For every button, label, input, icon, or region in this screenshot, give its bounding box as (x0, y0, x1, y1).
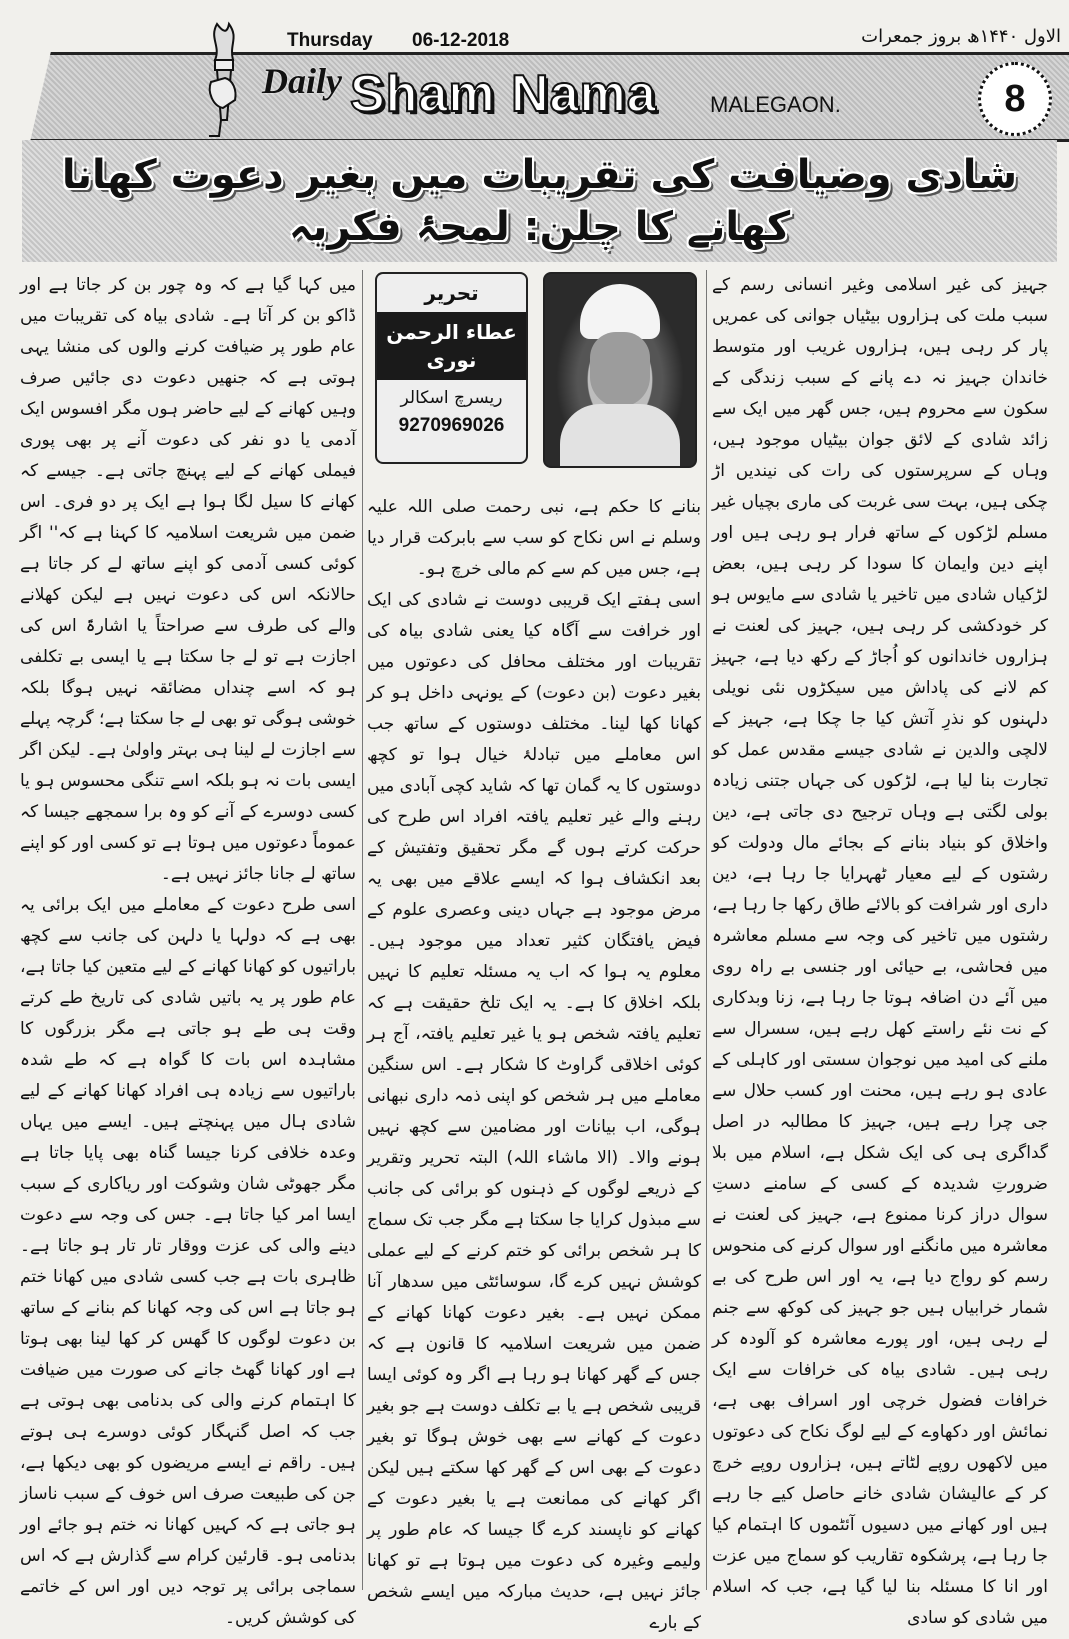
article-text-line: صراحتاً یا اشارۃً اس کی اجازت ہے تو لے جا سکتا ہے یا (20, 616, 356, 667)
article-text-line: ہیں۔ ایسے میں یہاں وعدہ خلافی کرنا جیسا گناہ بھی پایا جاتا (20, 1112, 356, 1163)
article-text-line: غریب اور متوسط خاندان جہیز نہ دے پانے کے سبب (712, 337, 1049, 388)
article-paragraph (367, 492, 701, 585)
article-text-line: نہیں ہے۔ بغیر دعوت کھانا کھانے کے ضمن میں (367, 1303, 701, 1354)
article-text-line: سرپرستوں کی رات کی نیندیں اڑ چکی ہیں، بہت سی (712, 461, 1048, 512)
article-text-line: کیا جاتا ہے۔ جس کی وجہ سے دعوت دینے والی کی عزت (20, 1205, 356, 1256)
article-text-line: آلودہ کر رہی ہیں۔ شادی بیاہ کی خرافات سے ایک خرافات (712, 1329, 1048, 1411)
article-text-line: دعوت کے بھی اس کے گھر کھا سکتے ہیں لیکن اگر کھانے کی (367, 1458, 702, 1509)
article-text-line: اہتمام کیا جا رہا ہے، پرشکوہ تقاریب کو سماج میں عزت اور (712, 1515, 1049, 1597)
author-name: عطاء الرحمن نوری (377, 312, 526, 380)
column-divider (362, 270, 363, 1590)
article-text-line: رواج دیا ہے، یہ اور اس طرح کی بے شمار خرابیاں ہیں جو (712, 1267, 1048, 1318)
article-text-line: اور جنسی بے راہ روی میں آئے دن اضافہ ہوتا جا رہا (712, 957, 1048, 1008)
gregorian-date: 06-12-2018 (412, 30, 510, 51)
author-byline-box (375, 272, 528, 464)
article-text-line: یا غیر تعلیم یافتہ، آج ہر کوئی اخلاقی گراوٹ کا شکار (367, 1024, 702, 1075)
article-text-line: والی کی بدنامی بھی ہوتی ہے جب کہ اصل گنہگار کوئی (20, 1391, 356, 1442)
article-text-line: کو سب سے بابرکت قرار دیا ہے، جس میں کم سے کم مالی (367, 528, 701, 579)
article-text-line: جہیز کی کوکھ سے جنم لے رہی ہیں، اور پورے معاشرہ کو (712, 1298, 1049, 1349)
article-text-line: جاتی ہے، دین واخلاق کو بنیاد بنانے کے بجائے مال (712, 802, 1048, 853)
article-text-line: ہزاروں بیٹیاں جوانی کی عمریں پار کر رہی ہیں، ہزاروں (712, 306, 1049, 357)
article-paragraph (367, 585, 701, 1639)
article-text-line: ممانعت ہے یا بغیر دعوت کے کھانے کو ناپسند کرے گا (367, 1489, 701, 1540)
article-text-line: ہے اگر وہ کوئی ایسا قریبی شخص ہے یا بے تکلف دوست (367, 1365, 701, 1416)
article-text-line: محافل کی دعوتوں میں بغیر دعوت (بن دعوت) کے یونہی (367, 652, 702, 703)
article-text-line: کے لیے متعین کیا جاتا ہے، عام طور پر یہ باتیں شادی کی (20, 957, 357, 1008)
article-text-line: لینا ہی بہتر واولیٰ ہے۔ لیکن اگر ایسی بات نہ ہو بلکہ اسے (20, 740, 357, 791)
article-text-line: ایک شکل ہے، اسلام میں بلا ضرورتِ شدیدہ کے کسی کے (712, 1143, 1048, 1194)
masthead-title: Sham Nama (350, 65, 657, 123)
article-text-line: لیے پہنچ جاتی ہے۔ جیسے کہ کھانے کا سیل لگا ہوا ہے ایک (20, 461, 356, 512)
article-text-line: شاید کچی آبادی میں رہنے والے غیر تعلیم یافتہ افراد اس (367, 776, 701, 827)
article-text-line: انا کا مسئلہ بنا لیا گیا ہے، جب کہ اسلام میں شادی کو سادی (712, 1577, 1048, 1628)
masthead-daily: Daily (262, 61, 342, 101)
article-text-line: ہو جاتی ہے کہ کہیں کھانا نہ ختم ہو جائے اور بدنامی (20, 1515, 356, 1566)
article-text-line: اسی طرح دعوت کے معاملے میں ایک برائی یہ بھی ہے کہ (20, 895, 356, 946)
article-text-line: میں کھانا ختم ہو جاتا ہے اس کی وجہ کھانا کم بنانے کے (20, 1267, 357, 1318)
article-text-line: شریعت اسلامیہ کا قانون ہے کہ جس کے گھر کھانا ہو رہا (367, 1334, 701, 1385)
article-text-line: معاملے میں تبادلۂ خیال ہوا تو کچھ دوستوں کا یہ گمان تھا کہ (367, 745, 702, 796)
article-text-line: تنگی محسوس ہو یا کسی دوسرے کے آنے کو وہ برا سمجھے جیسا (20, 771, 357, 822)
article-text-line: ہیں اور اپنے دین وایمان کا سودا کر رہی ہیں، بعض (712, 523, 1048, 574)
article-text-line: داری اور شرافت کو بالائے طاق رکھا جا رہا ہے، رشتوں (712, 895, 1048, 946)
hijri-date: الاول ۱۴۴۰ھ بروز جمعرات (861, 26, 1061, 47)
article-text-line: کے ذہنوں کو برائی کی جانب سے مبذول کرایا جا سکتا ہے مگر (367, 1179, 701, 1230)
weekday: Thursday (287, 30, 373, 51)
article-text-line: کھانا گھٹ جانے کی صورت میں ضیافت کا اہتمام کرنے (20, 1360, 357, 1411)
article-text-line: جانا جائز نہیں ہے۔ (160, 864, 296, 884)
masthead-city: MALEGAON. (710, 92, 841, 117)
article-text-line: ہے جو بغیر دعوت کے کھانے سے بھی خوش ہوگا تو بغیر (367, 1396, 701, 1447)
article-text-line: اسی ہفتے ایک قریبی دوست نے شادی کی ایک اور (367, 590, 702, 641)
article-text-line: والدین نے شادی جیسے مقدس عمل کو تجارت بنا لیا ہے، (712, 740, 1049, 791)
article-text-line: بنانے کا حکم ہے، نبی رحمت صلی اللہ علیہ وسلم نے اس نکاح (367, 497, 701, 548)
article-text-line: تاریخ طے کرتے وقت ہی طے ہو جاتی ہے مگر بزرگوں کا (20, 988, 356, 1039)
column-divider (706, 270, 707, 1590)
article-text-line: میں کہا گیا ہے کہ وہ چور بن کر جاتا ہے اور ڈاکو بن کر آتا (20, 275, 356, 326)
author-phone: 9270969026 (398, 415, 505, 436)
article-text-line: سامنے دستِ سوال دراز کرنا ممنوع ہے، جہیز کی لعنت (712, 1174, 1048, 1225)
article-text-line: ہے، زنا وبدکاری کے نت نئے راستے کھل رہے ہیں، (712, 988, 1048, 1039)
article-text-line: طرح کی حرکت کرتے ہوں گے مگر تحقیق وتفتیش کے بعد (367, 807, 701, 889)
article-text-line: ووقار تار تار ہو جاتا ہے۔ ظاہری بات ہے جب کسی شادی (20, 1236, 356, 1287)
article-text-line: نبھانی ہوگی، اب بیانات اور مضامین سے کچھ نہیں ہونے (367, 1086, 701, 1168)
article-text-line: موجود ہیں۔ معلوم یہ ہوا کہ اب یہ مسئلہ تعلیم کا نہیں بلکہ (367, 931, 701, 1013)
article-text-line: ہے مگر جھوٹی شان وشوکت اور ریاکاری کے سبب ایسا امر (20, 1143, 356, 1225)
article-text-line: کوشش نہیں کرے گا، سوسائٹی میں سدھار آنا ممکن (367, 1272, 702, 1323)
article-text-line: ایسی بے تکلفی ہو کہ اسے چنداں مضائقہ نہیں ہوگا بلکہ خوشی (20, 647, 357, 729)
article-text-line: جیسا کہ عام طور پر ولیمے وغیرہ کی دعوت میں ہوتا ہے تو کھانا (367, 1520, 701, 1571)
article-text-line: کے رکھ دیا ہے، جہیز کم لانے کی پاداش میں سیکڑوں نئی (712, 647, 1049, 698)
article-text-line: صرف وہیں کھانے کے لیے حاضر ہوں مگر افسوس ایک (20, 368, 356, 419)
article-text-line: حاصل کیے جا رہے ہیں اور کھانے میں دسیوں آئٹموں کا (712, 1484, 1049, 1535)
article-text-line: انکشاف ہوا کہ ایسے علاقے میں بھی یہ مرض موجود ہے (367, 869, 701, 920)
article-text-line: کی دعوت نہیں ہے لیکن کھلانے والے کی طرف سے (20, 585, 356, 636)
article-column-middle (367, 492, 701, 1639)
article-text-line: پر دو فری۔ اس ضمن میں شریعت اسلامیہ کا کہنا ہے کہ'' (20, 492, 357, 543)
article-text-line: زائد شادی کے لائق جوان بیٹیاں موجود ہیں، وہاں کے (712, 430, 1048, 481)
article-text-line: کر رہی ہیں، جہیز کی لعنت نے ہزاروں خاندانوں کو اُجاڑ (712, 616, 1048, 667)
article-text-line: ہیں، ہزاروں روپے خرچ کر کے عالیشان شادی خانے (712, 1453, 1048, 1504)
article-text-line: لڑکوں کی جہاں جتنی زیادہ بولی لگتی ہے وہاں ترجیح دی (712, 771, 1048, 822)
article-text-line: خرچ ہو۔ (416, 559, 482, 579)
torch-logo-icon (203, 20, 247, 140)
article-text-line: ہوگی تو بھی لے جا سکتا ہے؛ گرچہ پہلے سے اجازت لے (20, 709, 356, 760)
article-text-line: فضول خرچی اور اسراف بھی ہے، نمائش اور دکھاوے (712, 1391, 1048, 1442)
article-text-line: نے معاشرہ میں مانگنے اور سوال کرنے کی منحوس رسم کو (712, 1205, 1049, 1287)
article-text-line: کے لیے لوگ نکاح کی دعوتوں میں لاکھوں روپے لٹاتے (712, 1422, 1049, 1473)
photo-face (590, 332, 650, 407)
page-number-badge: 8 (978, 62, 1052, 136)
article-text-line: ساتھ بن دعوت لوگوں کا گھس کر کھا لینا بھی ہوتا ہے اور (20, 1298, 356, 1380)
article-text-line: زندگی کے سکون سے محروم ہیں، جس گھر میں ایک سے (712, 368, 1048, 419)
byline-label: تحریر (424, 281, 479, 305)
article-text-line: خرافت سے آگاہ کیا یعنی شادی بیاہ کی تقریبات اور مختلف (367, 621, 702, 672)
article-headline: شادی وضیافت کی تقریبات میں بغیر دعوت کھانا کھانے کا چلن: لمحۂ فکریہ (61, 152, 1018, 250)
article-text-line: دیکھا ہے، جن کی طبیعت صرف اس خوف کے سبب ناساز (20, 1453, 356, 1504)
photo-turban (580, 284, 660, 339)
article-text-line: والا۔ (الا ماشاء اللہ) البتہ تحریر وتقریر کے ذریعے لوگوں (367, 1148, 701, 1199)
article-text-line: جب تک سماج کا ہر شخص برائی کو ختم کرنے کے لیے عملی (367, 1210, 701, 1261)
article-text-line: ہے۔ اس سنگین معاملے میں ہر شخص کو اپنی ذمہ داری (367, 1055, 702, 1106)
article-text-line: مشاہدہ اس بات کا گواہ ہے کہ طے شدہ باراتیوں سے زیادہ (20, 1050, 356, 1101)
date-line (0, 26, 1069, 52)
article-paragraph (20, 270, 356, 890)
article-text-line: جی چرا رہے ہیں، جہیز کا مطالبہ در اصل گداگری ہی کی (712, 1112, 1049, 1163)
author-photo (543, 272, 697, 468)
article-text-line: کاہلی کے عادی ہو رہے ہیں، محنت اور کسب حلال سے (712, 1050, 1048, 1101)
article-text-line: کہ عموماً دعوتوں میں ہوتا ہے تو کسی اور کو اپنے ساتھ لے (20, 802, 356, 884)
article-text-line: ہی افراد کھانا کھانے کے لیے شادی ہال میں پہنچتے (20, 1081, 357, 1132)
article-paragraph (712, 270, 1048, 1634)
article-text-line: اگر کوئی کسی آدمی کو اپنے ساتھ لے کر جاتا ہے حالانکہ اس (20, 523, 356, 605)
article-text-line: ہو۔ قارئین کرام سے گذارش ہے کہ اس سماجی برائی پر (20, 1546, 356, 1597)
article-text-line: ہے۔ شادی بیاہ کی تقریبات میں عام طور پر ضیافت کرنے (20, 306, 357, 357)
article-column-left (20, 270, 356, 1634)
article-paragraph (20, 890, 356, 1634)
article-text-line: آدمی یا دو نفر کی دعوت آنے پر بھی پوری فیملی کھانے کے (20, 430, 357, 481)
article-text-line: جہاں دینی وعصری علوم کے فیض یافتگان کثیر تعداد میں (367, 900, 701, 951)
article-text-line: غربت کی ماری بچیاں غیر مسلم لڑکوں کے ساتھ فرار ہو رہی (712, 492, 1049, 543)
author-role: ریسرچ اسکالر (400, 388, 503, 408)
article-text-line: جائز نہیں ہے، حدیث مبارکہ میں ایسے شخص کے بارے (367, 1582, 701, 1633)
article-text-line: دولہا یا دلہن کی جانب سے کچھ باراتیوں کو کھانا کھانے (20, 926, 356, 977)
article-text-line: میں تاخیر کی وجہ سے مسلم معاشرہ میں فحاشی، بے حیائی (712, 926, 1049, 977)
article-text-line: اخلاق کا ہے۔ یہ ایک تلخ حقیقت ہے کہ تعلیم یافتہ شخص ہو (367, 993, 701, 1044)
photo-robe (560, 404, 680, 468)
article-text-line: دوسرے ہی ہوتے ہیں۔ راقم نے ایسے مریضوں کو بھی (20, 1422, 357, 1473)
article-text-line: داخل ہو کر کھانا کھا لینا۔ مختلف دوستوں کے ساتھ جب اس (367, 683, 701, 765)
article-text-line: جہیز کی غیر اسلامی وغیر انسانی رسم کے سبب ملت کی (712, 275, 1048, 326)
article-text-line: ودولت کو رشتوں کے لیے معیار ٹھہرایا جا رہا ہے، دین (712, 833, 1048, 884)
article-text-line: توجہ دیں اور اس کے خاتمے کی کوشش کریں۔ (20, 1577, 356, 1628)
article-column-right (712, 270, 1048, 1634)
article-text-line: سسرال سے ملنے کی امید میں نوجوان سستی اور (712, 1019, 1049, 1070)
article-text-line: والوں کی منشا یہی ہوتی ہے کہ جنھیں دعوت دی جائیں (20, 337, 356, 388)
article-text-line: لڑکیاں شادی میں تاخیر یا شادی سے مایوس ہو کر خودکشی (712, 585, 1048, 636)
article-text-line: نویلی دلہنوں کو نذرِ آتش کیا جا چکا ہے، جہیز کے لالچی (712, 678, 1048, 760)
